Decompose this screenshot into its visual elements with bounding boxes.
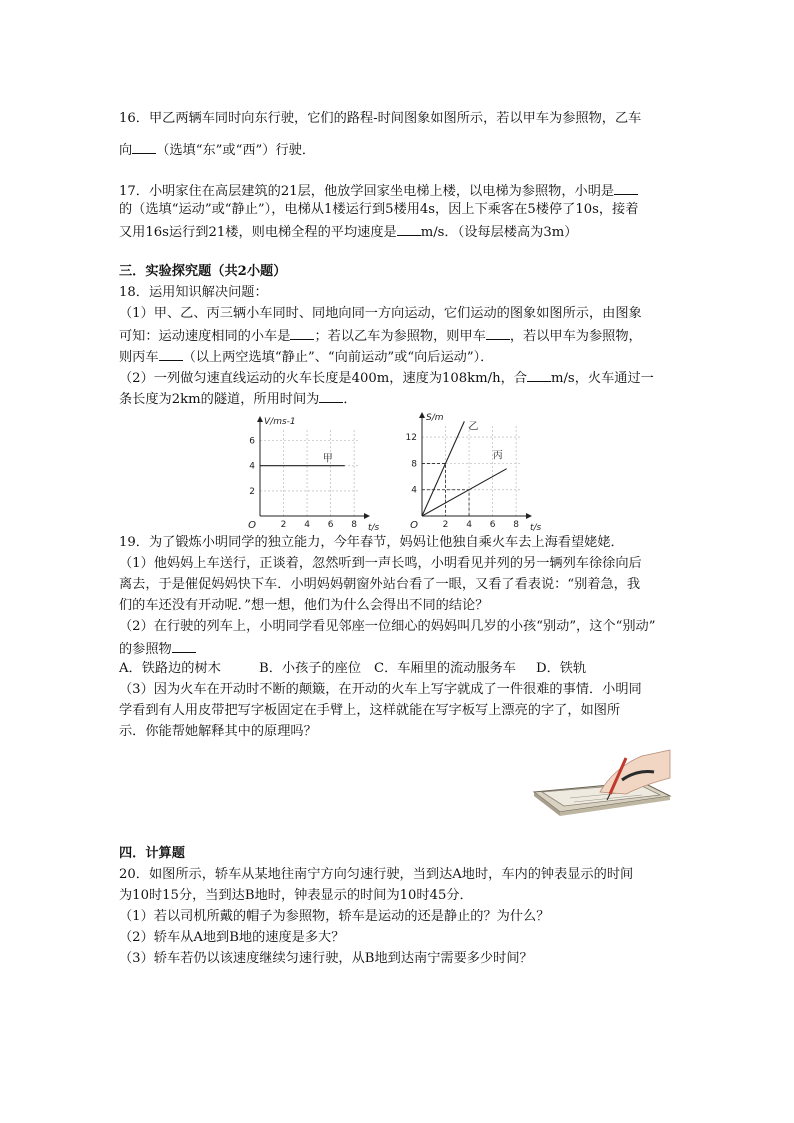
q18-line4 <box>119 348 493 366</box>
q19-line9: 学看到有人用皮带把写字板固定在手臂上，这样就能在写字板写上漂亮的字了，如图所 <box>119 703 621 718</box>
x-axis-label: t/s <box>530 523 542 532</box>
x-tick-label: 6 <box>327 520 334 530</box>
y-tick-label: 8 <box>411 459 417 470</box>
q19-line3: 离去，于是催促妈妈快下车．小明妈妈朝窗外站台看了一眼，又看了看表说：“别着急，我 <box>119 577 641 592</box>
y-axis-arrow <box>419 412 425 418</box>
q18-line6 <box>119 390 357 408</box>
answer-blank <box>527 369 551 382</box>
x-tick-label: 4 <box>304 520 310 530</box>
answer-blank <box>397 223 421 236</box>
y-axis-label: S/m <box>426 413 444 423</box>
writing-board-illustration <box>530 748 672 818</box>
q19-line8: （3）因为火车在开动时不断的颠簸，在开动的火车上写字就成了一件很难的事情．小明同 <box>119 682 642 697</box>
q18-text: 则丙车 <box>119 350 159 365</box>
answer-blank <box>319 390 343 403</box>
q17-text: 17．小明家住在高层建筑的21层，他放学回家坐电梯上楼，以电梯为参照物，小明是 <box>119 184 615 199</box>
q17-line3 <box>119 223 577 241</box>
origin-label: O <box>248 520 256 531</box>
section-title: 四．计算题 <box>119 846 185 861</box>
y-tick-label: 6 <box>249 436 255 447</box>
q19-line6 <box>119 640 196 658</box>
x-axis-arrow <box>364 513 370 519</box>
y-tick-label: 12 <box>405 433 417 444</box>
q18-text: （以上两空选填“静止”、“向前运动”或“向后运动”）． <box>182 350 494 365</box>
x-tick-label: 6 <box>489 520 496 530</box>
q18-line3 <box>119 327 642 345</box>
distance-time-chart <box>400 408 550 532</box>
q17-line1 <box>119 182 638 200</box>
q20-line3: （1）若以司机所戴的帽子为参照物，轿车是运动的还是静止的？为什么？ <box>119 909 550 924</box>
y-tick-label: 4 <box>249 461 255 472</box>
q16-line1: 16．甲乙两辆车同时向东行驶，它们的路程-时间图象如图所示，若以甲车为参照物，乙车 <box>119 111 642 126</box>
answer-blank <box>290 327 314 340</box>
q17-text: m/s．（设每层楼高为3m） <box>420 225 578 240</box>
q16-text: 向 <box>119 143 133 158</box>
q18-text: ． <box>343 392 357 407</box>
answer-blank <box>614 182 638 195</box>
option-b: B．小孩子的座位 <box>259 661 362 676</box>
q19-line10: 示．你能帮她解释其中的原理吗？ <box>119 724 317 739</box>
x-axis-arrow <box>526 513 532 519</box>
velocity-time-chart <box>248 410 388 532</box>
q19-text: 的参照物 <box>119 642 172 657</box>
x-tick-label: 4 <box>466 520 472 530</box>
q18-text: 条长度为2km的隧道，所用时间为 <box>119 392 320 407</box>
q17-text: 又用16s运行到21楼，则电梯全程的平均速度是 <box>119 225 397 240</box>
answer-blank <box>159 348 183 361</box>
q18-text: ，若以甲车为参照物， <box>509 329 642 344</box>
option-d: D．铁轨 <box>536 661 587 676</box>
q18-text: 可知：运动速度相同的小车是 <box>119 329 291 344</box>
series-label: 乙 <box>468 421 479 433</box>
x-tick-label: 8 <box>513 520 519 530</box>
q18-line5 <box>119 369 654 387</box>
answer-blank <box>172 640 196 653</box>
q19-line4: 们的车还没有开动呢．”想一想，他们为什么会得出不同的结论？ <box>119 598 489 613</box>
x-tick-label: 2 <box>280 520 287 530</box>
x-tick-label: 2 <box>442 520 449 530</box>
x-tick-label: 8 <box>351 520 357 530</box>
q18-line2: （1）甲、乙、丙三辆小车同时、同地向同一方向运动，它们运动的图象如图所示，由图象 <box>119 306 642 321</box>
option-a: A．铁路边的树木 <box>119 661 221 676</box>
q18-text: m/s，火车通过一 <box>550 371 654 386</box>
y-axis-label: V/ms-1 <box>264 417 296 427</box>
y-tick-label: 4 <box>411 485 417 496</box>
series-label: 甲 <box>322 453 333 465</box>
q20-line5: （3）轿车若仍以该速度继续匀速行驶，从B地到达南宁需要多少时间？ <box>119 951 533 966</box>
series-line <box>422 469 507 516</box>
answer-blank <box>132 141 156 154</box>
series-label: 丙 <box>492 450 503 462</box>
q19-line1: 19．为了锻炼小明同学的独立能力，今年春节，妈妈让他独自乘火车去上海看望姥姥． <box>119 535 624 550</box>
q16-text: （选填“东”或“西”）行驶． <box>156 143 316 158</box>
x-axis-label: t/s <box>368 523 380 532</box>
q16-line2 <box>119 141 315 159</box>
q20-line2: 为10时15分，当到达B地时，钟表显示的时间为10时45分． <box>119 888 473 903</box>
answer-blank <box>486 327 510 340</box>
option-c: C．车厢里的流动服务车 <box>374 661 516 676</box>
q19-line5: （2）在行驶的列车上，小明同学看见邻座一位细心的妈妈叫几岁的小孩“别动”，这个“别动” <box>119 619 656 634</box>
q18-line1: 18．运用知识解决问题： <box>119 285 268 300</box>
q20-line4: （2）轿车从A地到B地的速度是多大？ <box>119 930 345 945</box>
y-tick-label: 2 <box>249 486 255 497</box>
q20-line1: 20．如图所示，轿车从某地往南宁方向匀速行驶，当到达A地时，车内的钟表显示的时间 <box>119 867 634 882</box>
series-line <box>422 421 464 516</box>
q19-line2: （1）他妈妈上车送行，正谈着，忽然听到一声长鸣，小明看见并列的另一辆列车徐徐向后 <box>119 556 642 571</box>
q17-line2: 的（选填“运动”或“静止”），电梯从1楼运行到5楼用4s，因上下乘客在5楼停了10s，接着 <box>119 202 639 217</box>
y-axis-arrow <box>257 416 263 422</box>
section-title: 三．实验探究题（共2小题） <box>119 264 287 279</box>
q18-text: （2）一列做匀速直线运动的火车长度是400m，速度为108km/h，合 <box>119 371 527 386</box>
q18-text: ；若以乙车为参照物，则甲车 <box>314 329 486 344</box>
origin-label: O <box>410 520 418 531</box>
